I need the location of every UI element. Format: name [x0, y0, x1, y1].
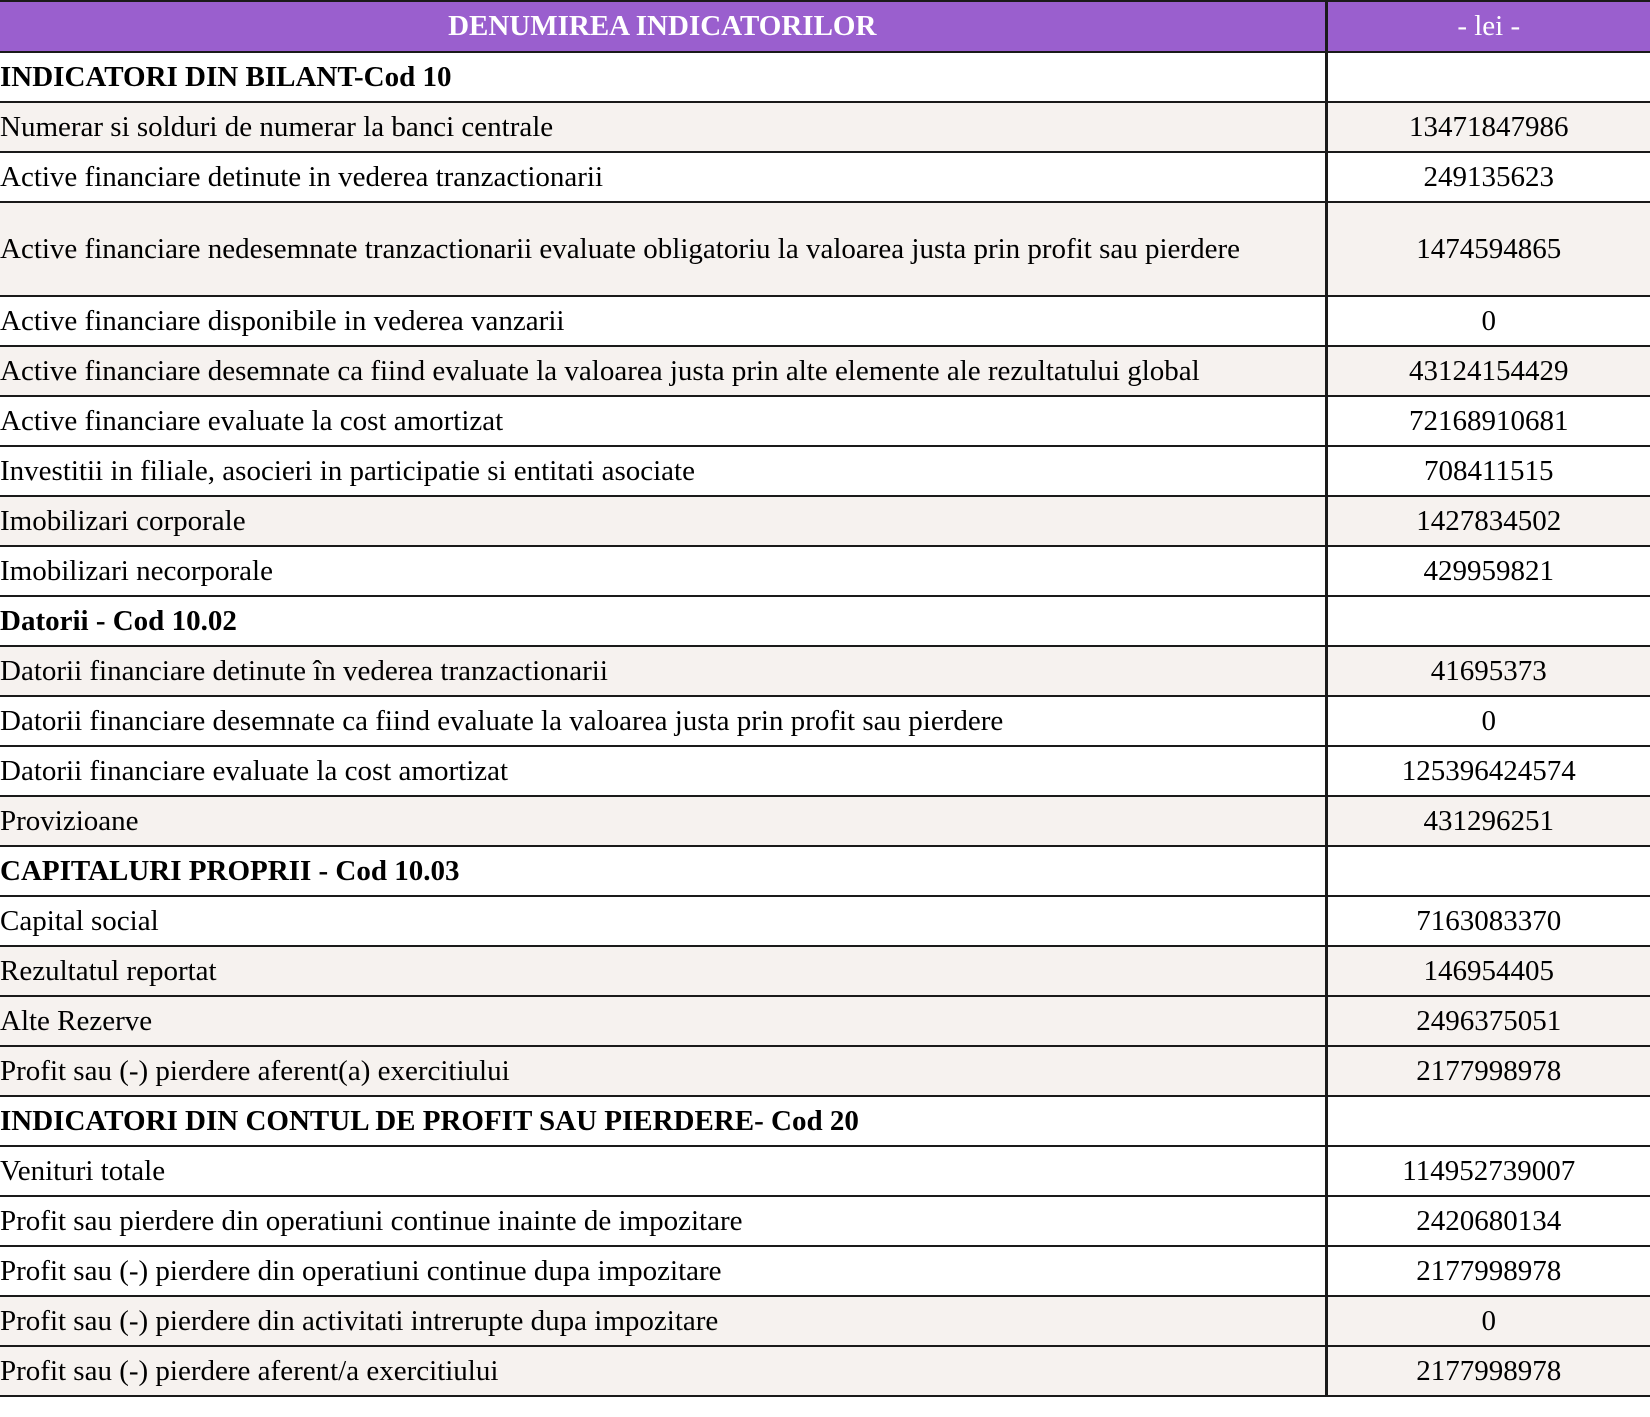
row-value: 13471847986 [1326, 102, 1650, 152]
row-label: Profit sau (-) pierdere aferent(a) exercitiului [0, 1046, 1326, 1096]
row-value: 7163083370 [1326, 896, 1650, 946]
row-value: 2496375051 [1326, 996, 1650, 1046]
table-row [0, 996, 1650, 1046]
row-label: Profit sau (-) pierdere aferent/a exercitiului [0, 1346, 1326, 1396]
row-value: 2177998978 [1326, 1346, 1650, 1396]
section-row-datorii [0, 596, 1650, 646]
row-value: 43124154429 [1326, 346, 1650, 396]
row-label: Provizioane [0, 796, 1326, 846]
table-row [0, 1196, 1650, 1246]
table-row [0, 152, 1650, 202]
row-value: 429959821 [1326, 546, 1650, 596]
row-label: Active financiare nedesemnate tranzactionarii evaluate obligatoriu la valoarea justa prin profit sau pierdere [0, 202, 1326, 296]
table-row [0, 396, 1650, 446]
row-value: 114952739007 [1326, 1146, 1650, 1196]
row-label: INDICATORI DIN CONTUL DE PROFIT SAU PIERDERE- Cod 20 [0, 1096, 1326, 1146]
row-label: Datorii - Cod 10.02 [0, 596, 1326, 646]
table-row [0, 296, 1650, 346]
row-value: 0 [1326, 296, 1650, 346]
row-label: CAPITALURI PROPRII - Cod 10.03 [0, 846, 1326, 896]
row-value: 1427834502 [1326, 496, 1650, 546]
table-row [0, 546, 1650, 596]
row-label: Active financiare disponibile in vederea vanzarii [0, 296, 1326, 346]
row-value: 431296251 [1326, 796, 1650, 846]
row-label: Profit sau (-) pierdere din operatiuni continue dupa impozitare [0, 1246, 1326, 1296]
row-value: 0 [1326, 696, 1650, 746]
table-row [0, 646, 1650, 696]
table-row [0, 696, 1650, 746]
row-value: 2177998978 [1326, 1046, 1650, 1096]
row-label: INDICATORI DIN BILANT-Cod 10 [0, 52, 1326, 102]
row-value [1326, 1096, 1650, 1146]
row-label: Capital social [0, 896, 1326, 946]
table-row [0, 746, 1650, 796]
table-row [0, 1246, 1650, 1296]
row-label: Imobilizari corporale [0, 496, 1326, 546]
table-row [0, 102, 1650, 152]
row-label: Investitii in filiale, asocieri in participatie si entitati asociate [0, 446, 1326, 496]
row-value [1326, 52, 1650, 102]
table-row [0, 946, 1650, 996]
table-row [0, 446, 1650, 496]
table-row [0, 1146, 1650, 1196]
table-row [0, 1046, 1650, 1096]
row-label: Datorii financiare desemnate ca fiind evaluate la valoarea justa prin profit sau pierdere [0, 696, 1326, 746]
table-row [0, 796, 1650, 846]
row-label: Active financiare evaluate la cost amortizat [0, 396, 1326, 446]
row-value: 0 [1326, 1296, 1650, 1346]
row-label: Imobilizari necorporale [0, 546, 1326, 596]
header-name-column: DENUMIREA INDICATORILOR [0, 1, 1326, 52]
table-row [0, 496, 1650, 546]
section-row-bilant [0, 52, 1650, 102]
row-value: 72168910681 [1326, 396, 1650, 446]
row-label: Profit sau pierdere din operatiuni continue inainte de impozitare [0, 1196, 1326, 1246]
row-label: Rezultatul reportat [0, 946, 1326, 996]
row-label: Profit sau (-) pierdere din activitati intrerupte dupa impozitare [0, 1296, 1326, 1346]
row-label: Datorii financiare detinute în vederea tranzactionarii [0, 646, 1326, 696]
row-value: 41695373 [1326, 646, 1650, 696]
row-value [1326, 596, 1650, 646]
row-label: Venituri totale [0, 1146, 1326, 1196]
row-label: Active financiare desemnate ca fiind evaluate la valoarea justa prin alte elemente ale rezultatului global [0, 346, 1326, 396]
header-value-column: - lei - [1326, 1, 1650, 52]
table-row [0, 346, 1650, 396]
section-row-profit [0, 1096, 1650, 1146]
row-label: Alte Rezerve [0, 996, 1326, 1046]
section-row-capitaluri [0, 846, 1650, 896]
row-label: Active financiare detinute in vederea tranzactionarii [0, 152, 1326, 202]
row-value [1326, 846, 1650, 896]
row-value: 2177998978 [1326, 1246, 1650, 1296]
table-row [0, 896, 1650, 946]
table-header-row [0, 1, 1650, 52]
row-value: 125396424574 [1326, 746, 1650, 796]
row-value: 1474594865 [1326, 202, 1650, 296]
row-value: 146954405 [1326, 946, 1650, 996]
row-label: Numerar si solduri de numerar la banci centrale [0, 102, 1326, 152]
table-row [0, 1296, 1650, 1346]
row-value: 249135623 [1326, 152, 1650, 202]
row-label: Datorii financiare evaluate la cost amortizat [0, 746, 1326, 796]
row-value: 708411515 [1326, 446, 1650, 496]
table-row [0, 202, 1650, 296]
row-value: 2420680134 [1326, 1196, 1650, 1246]
table-row [0, 1346, 1650, 1396]
